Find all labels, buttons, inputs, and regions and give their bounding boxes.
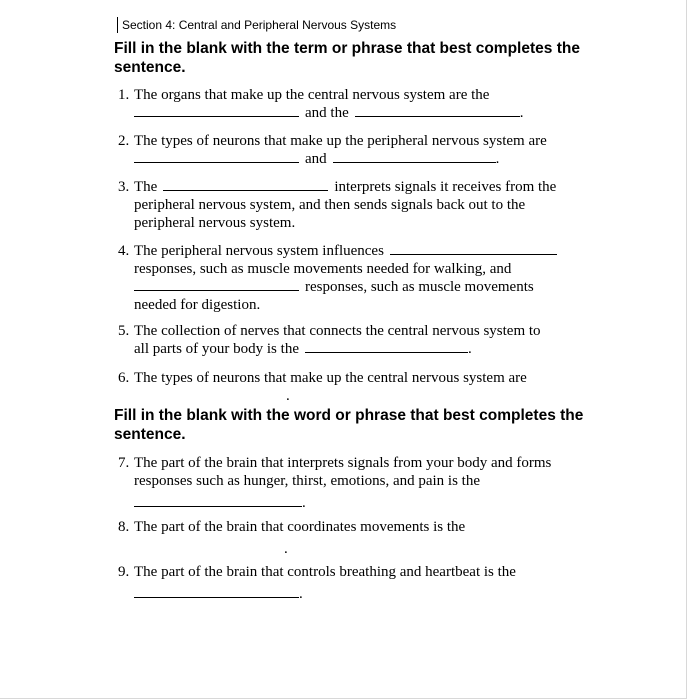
question-text: The collection of nerves that connects the central nervous system to xyxy=(134,323,541,339)
answer-blank[interactable] xyxy=(134,494,302,507)
question-text: The organs that make up the central nervous system are the xyxy=(134,87,490,103)
question-text: peripheral nervous system, and then sends signals back out to the xyxy=(134,197,526,213)
answer-blank[interactable] xyxy=(305,340,468,353)
question-punctuation: . xyxy=(286,388,290,404)
question-number: 5. xyxy=(118,323,130,339)
answer-blank[interactable] xyxy=(134,150,299,163)
question-2 xyxy=(118,132,578,168)
section-title: Section 4: Central and Peripheral Nervous Systems xyxy=(117,17,396,33)
question-text: The peripheral nervous system influences xyxy=(134,243,384,259)
part1-heading: Fill in the blank with the term or phrase that best completes the sentence. xyxy=(114,40,580,76)
question-8 xyxy=(118,518,578,558)
question-text: peripheral nervous system. xyxy=(134,215,296,231)
question-text: and the xyxy=(305,105,349,121)
question-text: The part of the brain that interprets signals from your body and forms xyxy=(134,455,552,471)
question-text: The part of the brain that coordinates movements is the xyxy=(134,519,466,535)
question-punctuation: . xyxy=(467,341,472,357)
answer-blank[interactable] xyxy=(163,178,328,191)
question-3 xyxy=(118,178,578,232)
question-number: 9. xyxy=(118,564,130,580)
question-number: 2. xyxy=(118,133,130,149)
question-punctuation: . xyxy=(299,586,303,602)
question-number: 6. xyxy=(118,370,130,386)
question-text: interprets signals it receives from the xyxy=(334,179,557,195)
question-4 xyxy=(118,242,578,314)
question-text: responses, such as muscle movements xyxy=(305,279,534,295)
question-text: needed for digestion. xyxy=(134,297,261,313)
question-punctuation: . xyxy=(519,105,524,121)
part2-heading: Fill in the blank with the word or phrase that best completes the sentence. xyxy=(114,407,584,443)
question-number: 3. xyxy=(118,179,130,195)
question-number: 7. xyxy=(118,455,130,471)
question-punctuation: . xyxy=(495,151,500,167)
question-text: all parts of your body is the xyxy=(134,341,299,357)
question-punctuation: . xyxy=(284,541,288,557)
question-punctuation: . xyxy=(302,495,306,511)
question-6 xyxy=(118,369,578,405)
question-number: 1. xyxy=(118,87,130,103)
answer-blank[interactable] xyxy=(390,242,557,255)
question-9 xyxy=(118,563,578,603)
answer-blank[interactable] xyxy=(134,104,299,117)
question-text: The xyxy=(134,179,158,195)
answer-blank[interactable] xyxy=(134,278,299,291)
question-1 xyxy=(118,86,578,122)
answer-blank[interactable] xyxy=(333,150,496,163)
question-number: 8. xyxy=(118,519,130,535)
question-7 xyxy=(118,454,578,512)
question-text: responses such as hunger, thirst, emotions, and pain is the xyxy=(134,473,481,489)
answer-blank[interactable] xyxy=(134,585,299,598)
question-text: The types of neurons that make up the central nervous system are xyxy=(134,370,527,386)
question-text: responses, such as muscle movements needed for walking, and xyxy=(134,261,512,277)
question-number: 4. xyxy=(118,243,130,259)
question-text: and xyxy=(305,151,327,167)
question-text: The types of neurons that make up the peripheral nervous system are xyxy=(134,133,547,149)
question-5 xyxy=(118,322,578,358)
answer-blank[interactable] xyxy=(355,104,520,117)
question-text: The part of the brain that controls breathing and heartbeat is the xyxy=(134,564,516,580)
